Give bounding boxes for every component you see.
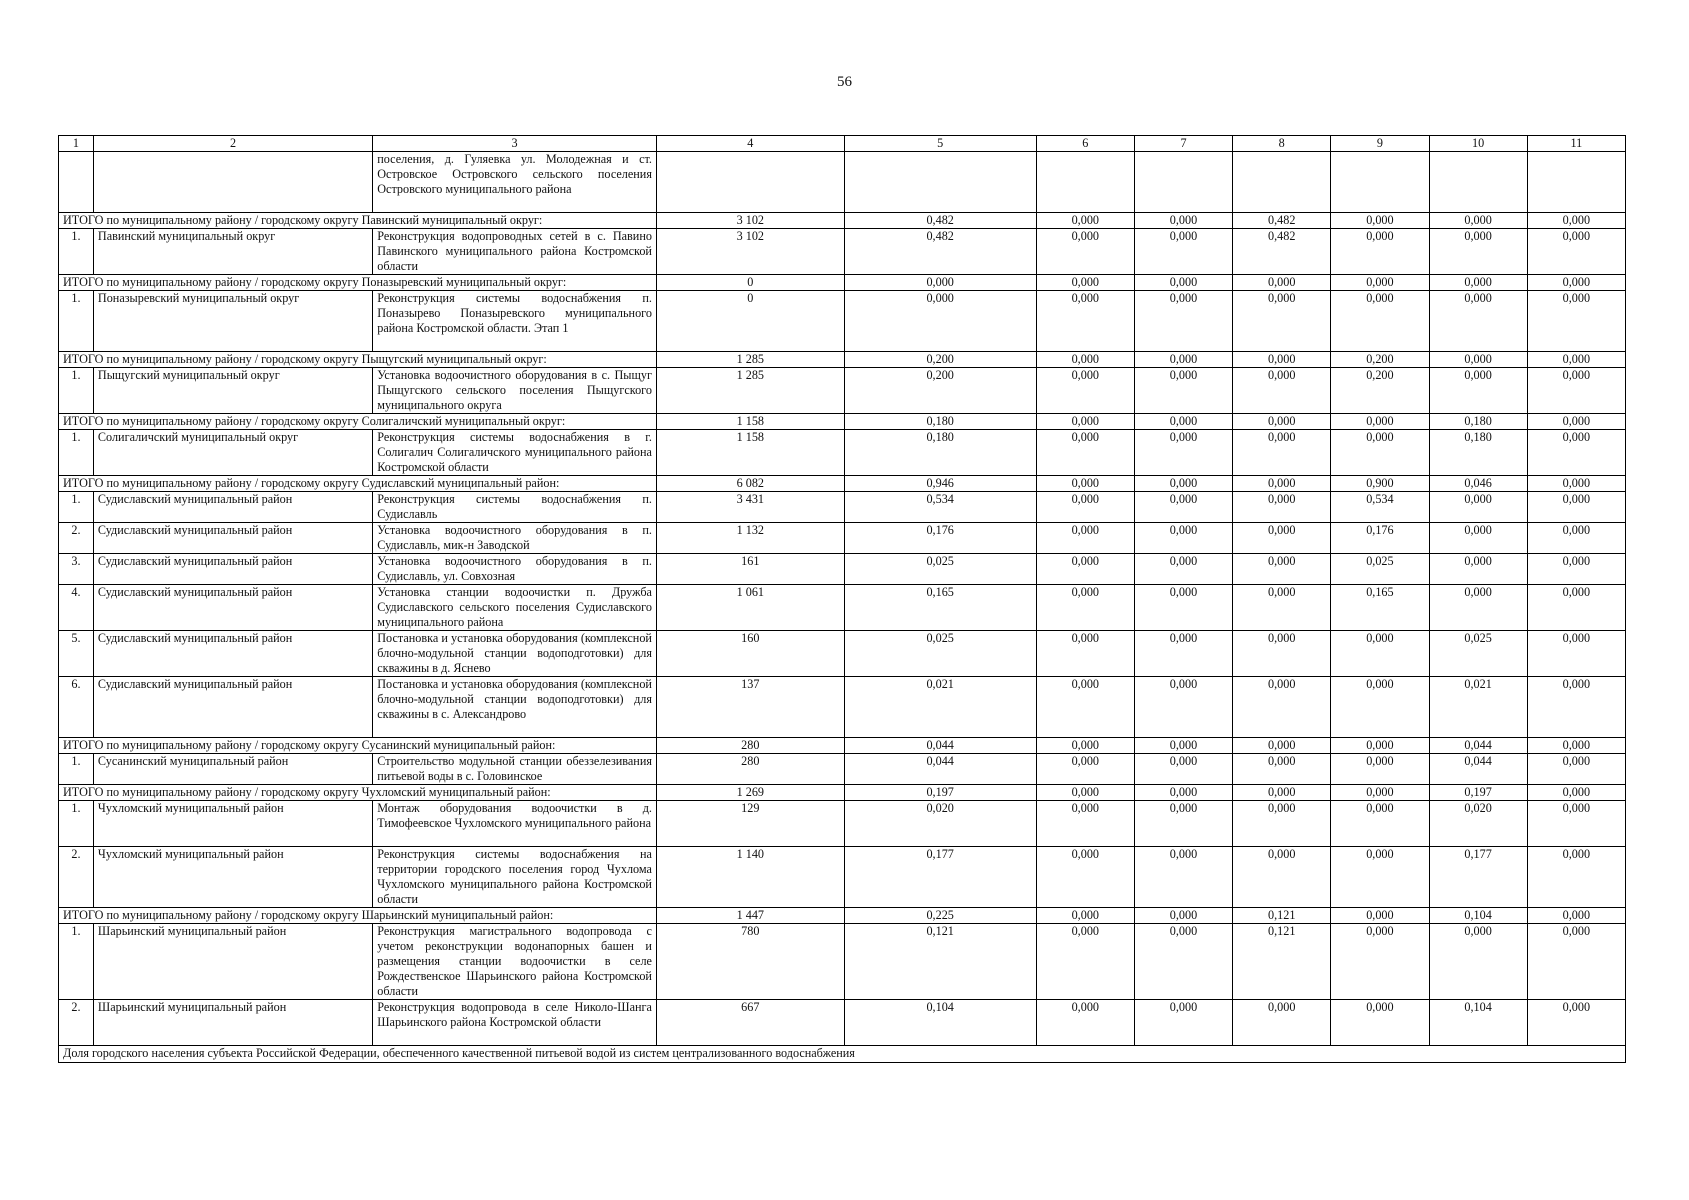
municipality-name: Солигаличский муниципальный округ — [93, 430, 372, 476]
row-value-v7: 0,000 — [1134, 229, 1232, 275]
row-value-v4: 1 140 — [656, 847, 844, 908]
district-total-label: ИТОГО по муниципальному району / городскому округу Пыщугский муниципальный округ: — [59, 352, 657, 368]
total-value-v4: 1 158 — [656, 414, 844, 430]
total-value-v8: 0,000 — [1233, 414, 1331, 430]
district-total-row — [59, 785, 1626, 801]
row-value-v7: 0,000 — [1134, 368, 1232, 414]
row-value-v11: 0,000 — [1527, 492, 1625, 523]
municipality-name: Поназыревский муниципальный округ — [93, 291, 372, 352]
total-value-v7: 0,000 — [1134, 476, 1232, 492]
row-value-v7: 0,000 — [1134, 585, 1232, 631]
row-value-v7 — [1134, 152, 1232, 213]
row-value-v9 — [1331, 152, 1429, 213]
total-value-v7: 0,000 — [1134, 908, 1232, 924]
total-value-v8: 0,000 — [1233, 738, 1331, 754]
row-value-v11: 0,000 — [1527, 291, 1625, 352]
row-value-v8: 0,000 — [1233, 492, 1331, 523]
district-total-label: ИТОГО по муниципальному району / городскому округу Судиславский муниципальный район: — [59, 476, 657, 492]
header-col-2: 2 — [93, 136, 372, 152]
row-value-v8: 0,000 — [1233, 754, 1331, 785]
table-row — [59, 492, 1626, 523]
total-value-v5: 0,000 — [844, 275, 1036, 291]
row-value-v10: 0,000 — [1429, 924, 1527, 1000]
row-value-v6: 0,000 — [1036, 430, 1134, 476]
row-value-v6: 0,000 — [1036, 1000, 1134, 1046]
row-value-v5: 0,176 — [844, 523, 1036, 554]
indicator-footer-text: Доля городского населения субъекта Российской Федерации, обеспеченного качественной питьевой водой из систем централизованного водоснабжения — [59, 1046, 1626, 1063]
total-value-v4: 1 269 — [656, 785, 844, 801]
total-value-v11: 0,000 — [1527, 476, 1625, 492]
municipality-name: Пыщугский муниципальный округ — [93, 368, 372, 414]
row-value-v6: 0,000 — [1036, 754, 1134, 785]
project-description: Установка водоочистного оборудования в п. Судиславль, ул. Совхозная — [373, 554, 657, 585]
row-value-v11: 0,000 — [1527, 847, 1625, 908]
row-value-v10: 0,000 — [1429, 492, 1527, 523]
table-row — [59, 152, 1626, 213]
total-value-v10: 0,044 — [1429, 738, 1527, 754]
row-value-v5: 0,020 — [844, 801, 1036, 847]
row-value-v6: 0,000 — [1036, 291, 1134, 352]
row-value-v9: 0,000 — [1331, 1000, 1429, 1046]
row-value-v7: 0,000 — [1134, 430, 1232, 476]
total-value-v4: 6 082 — [656, 476, 844, 492]
project-description: Реконструкция водопроводных сетей в с. Павино Павинского муниципального района Костромской области — [373, 229, 657, 275]
row-value-v10: 0,180 — [1429, 430, 1527, 476]
municipality-name: Судиславский муниципальный район — [93, 677, 372, 738]
row-value-v10: 0,000 — [1429, 291, 1527, 352]
row-value-v8: 0,000 — [1233, 631, 1331, 677]
row-value-v4: 1 061 — [656, 585, 844, 631]
project-description: Реконструкция системы водоснабжения п. Судиславль — [373, 492, 657, 523]
row-value-v4: 0 — [656, 291, 844, 352]
row-value-v7: 0,000 — [1134, 754, 1232, 785]
row-value-v5: 0,177 — [844, 847, 1036, 908]
row-value-v9: 0,176 — [1331, 523, 1429, 554]
total-value-v8: 0,121 — [1233, 908, 1331, 924]
table-row — [59, 1000, 1626, 1046]
table-row — [59, 847, 1626, 908]
row-value-v8: 0,000 — [1233, 677, 1331, 738]
district-total-label: ИТОГО по муниципальному району / городскому округу Солигаличский муниципальный округ: — [59, 414, 657, 430]
project-description: Реконструкция системы водоснабжения п. Поназырево Поназыревского муниципального района Костромской области. Этап 1 — [373, 291, 657, 352]
row-value-v7: 0,000 — [1134, 631, 1232, 677]
row-value-v6: 0,000 — [1036, 924, 1134, 1000]
district-total-label: ИТОГО по муниципальному району / городскому округу Павинский муниципальный округ: — [59, 213, 657, 229]
row-value-v6: 0,000 — [1036, 368, 1134, 414]
row-number: 1. — [59, 924, 94, 1000]
row-value-v11: 0,000 — [1527, 430, 1625, 476]
row-number — [59, 152, 94, 213]
row-value-v7: 0,000 — [1134, 1000, 1232, 1046]
page-number: 56 — [837, 74, 852, 90]
row-value-v9: 0,000 — [1331, 847, 1429, 908]
row-value-v11: 0,000 — [1527, 924, 1625, 1000]
row-value-v11: 0,000 — [1527, 677, 1625, 738]
project-description: Постановка и установка оборудования (комплексной блочно-модульной станции водоподготовки) для скважины в д. Яснево — [373, 631, 657, 677]
row-value-v8: 0,000 — [1233, 585, 1331, 631]
row-value-v8: 0,482 — [1233, 229, 1331, 275]
total-value-v7: 0,000 — [1134, 785, 1232, 801]
district-total-row — [59, 908, 1626, 924]
project-description: Строительство модульной станции обеззелезивания питьевой воды в с. Головинское — [373, 754, 657, 785]
district-total-row — [59, 213, 1626, 229]
row-value-v11: 0,000 — [1527, 1000, 1625, 1046]
district-total-row — [59, 275, 1626, 291]
header-col-4: 4 — [656, 136, 844, 152]
row-value-v7: 0,000 — [1134, 924, 1232, 1000]
total-value-v8: 0,000 — [1233, 352, 1331, 368]
row-value-v9: 0,165 — [1331, 585, 1429, 631]
row-number: 1. — [59, 801, 94, 847]
row-number: 2. — [59, 1000, 94, 1046]
row-value-v8: 0,000 — [1233, 801, 1331, 847]
table-row — [59, 677, 1626, 738]
total-value-v8: 0,000 — [1233, 785, 1331, 801]
row-number: 5. — [59, 631, 94, 677]
municipality-name: Шарьинский муниципальный район — [93, 1000, 372, 1046]
district-total-row — [59, 414, 1626, 430]
total-value-v5: 0,482 — [844, 213, 1036, 229]
total-value-v10: 0,000 — [1429, 352, 1527, 368]
district-total-label: ИТОГО по муниципальному району / городскому округу Сусанинский муниципальный район: — [59, 738, 657, 754]
project-description: поселения, д. Гуляевка ул. Молодежная и ст. Островское Островского сельского поселения Островского муниципального района — [373, 152, 657, 213]
total-value-v8: 0,000 — [1233, 275, 1331, 291]
district-total-label: ИТОГО по муниципальному району / городскому округу Поназыревский муниципальный округ: — [59, 275, 657, 291]
project-description: Реконструкция водопровода в селе Николо-Шанга Шарьинского района Костромской области — [373, 1000, 657, 1046]
municipality-name: Павинский муниципальный округ — [93, 229, 372, 275]
total-value-v9: 0,000 — [1331, 414, 1429, 430]
row-value-v5: 0,025 — [844, 631, 1036, 677]
municipality-name: Чухломский муниципальный район — [93, 847, 372, 908]
row-value-v7: 0,000 — [1134, 492, 1232, 523]
table-row — [59, 523, 1626, 554]
row-value-v8: 0,000 — [1233, 523, 1331, 554]
table-body — [59, 136, 1626, 1063]
table-row — [59, 754, 1626, 785]
header-col-6: 6 — [1036, 136, 1134, 152]
header-col-9: 9 — [1331, 136, 1429, 152]
table-row — [59, 631, 1626, 677]
row-value-v5: 0,000 — [844, 291, 1036, 352]
header-col-11: 11 — [1527, 136, 1625, 152]
header-col-1: 1 — [59, 136, 94, 152]
row-value-v7: 0,000 — [1134, 291, 1232, 352]
row-value-v6 — [1036, 152, 1134, 213]
row-number: 1. — [59, 229, 94, 275]
total-value-v9: 0,000 — [1331, 213, 1429, 229]
row-value-v6: 0,000 — [1036, 492, 1134, 523]
total-value-v9: 0,000 — [1331, 738, 1429, 754]
row-value-v4: 161 — [656, 554, 844, 585]
table-row — [59, 585, 1626, 631]
municipality-name — [93, 152, 372, 213]
district-total-row — [59, 476, 1626, 492]
municipality-name: Судиславский муниципальный район — [93, 585, 372, 631]
header-col-8: 8 — [1233, 136, 1331, 152]
total-value-v11: 0,000 — [1527, 738, 1625, 754]
row-value-v9: 0,000 — [1331, 754, 1429, 785]
row-value-v7: 0,000 — [1134, 523, 1232, 554]
total-value-v9: 0,000 — [1331, 275, 1429, 291]
row-value-v7: 0,000 — [1134, 677, 1232, 738]
row-value-v9: 0,000 — [1331, 631, 1429, 677]
project-description: Установка станции водоочистки п. Дружба Судиславского сельского поселения Судиславского муниципального района — [373, 585, 657, 631]
row-number: 2. — [59, 847, 94, 908]
municipality-name: Сусанинский муниципальный район — [93, 754, 372, 785]
total-value-v5: 0,200 — [844, 352, 1036, 368]
row-value-v10 — [1429, 152, 1527, 213]
total-value-v5: 0,044 — [844, 738, 1036, 754]
total-value-v8: 0,482 — [1233, 213, 1331, 229]
header-col-7: 7 — [1134, 136, 1232, 152]
row-value-v9: 0,000 — [1331, 677, 1429, 738]
row-value-v5: 0,482 — [844, 229, 1036, 275]
total-value-v11: 0,000 — [1527, 908, 1625, 924]
row-value-v4 — [656, 152, 844, 213]
total-value-v4: 1 447 — [656, 908, 844, 924]
row-value-v5: 0,104 — [844, 1000, 1036, 1046]
row-value-v10: 0,104 — [1429, 1000, 1527, 1046]
total-value-v7: 0,000 — [1134, 275, 1232, 291]
district-total-row — [59, 738, 1626, 754]
total-value-v5: 0,225 — [844, 908, 1036, 924]
row-value-v6: 0,000 — [1036, 801, 1134, 847]
row-value-v10: 0,021 — [1429, 677, 1527, 738]
table-row — [59, 430, 1626, 476]
row-value-v8: 0,000 — [1233, 847, 1331, 908]
row-value-v11: 0,000 — [1527, 554, 1625, 585]
row-number: 1. — [59, 291, 94, 352]
municipality-name: Судиславский муниципальный район — [93, 492, 372, 523]
row-number: 3. — [59, 554, 94, 585]
row-value-v11 — [1527, 152, 1625, 213]
total-value-v10: 0,180 — [1429, 414, 1527, 430]
total-value-v5: 0,197 — [844, 785, 1036, 801]
row-value-v9: 0,000 — [1331, 291, 1429, 352]
table-row — [59, 801, 1626, 847]
municipality-name: Чухломский муниципальный район — [93, 801, 372, 847]
row-value-v6: 0,000 — [1036, 554, 1134, 585]
total-value-v6: 0,000 — [1036, 414, 1134, 430]
project-description: Установка водоочистного оборудования в п. Судиславль, мик-н Заводской — [373, 523, 657, 554]
row-value-v8: 0,000 — [1233, 291, 1331, 352]
indicator-footer-row — [59, 1046, 1626, 1063]
row-value-v7: 0,000 — [1134, 847, 1232, 908]
district-total-label: ИТОГО по муниципальному району / городскому округу Чухломский муниципальный район: — [59, 785, 657, 801]
row-value-v4: 1 132 — [656, 523, 844, 554]
row-value-v4: 280 — [656, 754, 844, 785]
row-value-v11: 0,000 — [1527, 229, 1625, 275]
row-value-v8: 0,000 — [1233, 1000, 1331, 1046]
total-value-v7: 0,000 — [1134, 414, 1232, 430]
row-value-v9: 0,025 — [1331, 554, 1429, 585]
row-value-v5 — [844, 152, 1036, 213]
row-value-v5: 0,021 — [844, 677, 1036, 738]
total-value-v11: 0,000 — [1527, 352, 1625, 368]
row-value-v10: 0,000 — [1429, 523, 1527, 554]
row-number: 4. — [59, 585, 94, 631]
total-value-v6: 0,000 — [1036, 785, 1134, 801]
water-supply-table — [58, 135, 1626, 1063]
project-description: Реконструкция системы водоснабжения на территории городского поселения город Чухлома Чухломского муниципального района Костромской области — [373, 847, 657, 908]
row-value-v9: 0,000 — [1331, 430, 1429, 476]
total-value-v11: 0,000 — [1527, 275, 1625, 291]
row-value-v4: 3 431 — [656, 492, 844, 523]
row-value-v11: 0,000 — [1527, 585, 1625, 631]
total-value-v11: 0,000 — [1527, 785, 1625, 801]
total-value-v4: 280 — [656, 738, 844, 754]
table-row — [59, 554, 1626, 585]
project-description: Реконструкция магистрального водопровода с учетом реконструкции водонапорных башен и размещения станции водоочистки в селе Рождественское Шарьинского района Костромской области — [373, 924, 657, 1000]
row-value-v8: 0,000 — [1233, 368, 1331, 414]
header-col-10: 10 — [1429, 136, 1527, 152]
row-number: 6. — [59, 677, 94, 738]
header-col-5: 5 — [844, 136, 1036, 152]
row-value-v10: 0,044 — [1429, 754, 1527, 785]
district-total-row — [59, 352, 1626, 368]
row-value-v11: 0,000 — [1527, 368, 1625, 414]
row-value-v10: 0,000 — [1429, 585, 1527, 631]
row-value-v4: 667 — [656, 1000, 844, 1046]
row-value-v4: 780 — [656, 924, 844, 1000]
row-value-v11: 0,000 — [1527, 631, 1625, 677]
row-value-v6: 0,000 — [1036, 677, 1134, 738]
project-description: Постановка и установка оборудования (комплексной блочно-модульной станции водоподготовки) для скважины в с. Александрово — [373, 677, 657, 738]
table-row — [59, 924, 1626, 1000]
total-value-v10: 0,046 — [1429, 476, 1527, 492]
total-value-v4: 1 285 — [656, 352, 844, 368]
total-value-v4: 3 102 — [656, 213, 844, 229]
row-value-v11: 0,000 — [1527, 523, 1625, 554]
row-number: 1. — [59, 492, 94, 523]
row-value-v5: 0,534 — [844, 492, 1036, 523]
total-value-v6: 0,000 — [1036, 352, 1134, 368]
row-value-v10: 0,020 — [1429, 801, 1527, 847]
row-value-v5: 0,180 — [844, 430, 1036, 476]
project-description: Монтаж оборудования водоочистки в д. Тимофеевское Чухломского муниципального района — [373, 801, 657, 847]
municipality-name: Судиславский муниципальный район — [93, 523, 372, 554]
total-value-v9: 0,000 — [1331, 908, 1429, 924]
total-value-v9: 0,200 — [1331, 352, 1429, 368]
row-value-v8 — [1233, 152, 1331, 213]
row-value-v6: 0,000 — [1036, 585, 1134, 631]
total-value-v6: 0,000 — [1036, 275, 1134, 291]
total-value-v5: 0,946 — [844, 476, 1036, 492]
table-row — [59, 368, 1626, 414]
row-value-v4: 137 — [656, 677, 844, 738]
row-value-v4: 1 158 — [656, 430, 844, 476]
total-value-v6: 0,000 — [1036, 476, 1134, 492]
total-value-v7: 0,000 — [1134, 352, 1232, 368]
row-value-v10: 0,000 — [1429, 229, 1527, 275]
total-value-v10: 0,000 — [1429, 275, 1527, 291]
total-value-v6: 0,000 — [1036, 213, 1134, 229]
total-value-v11: 0,000 — [1527, 414, 1625, 430]
row-number: 2. — [59, 523, 94, 554]
total-value-v7: 0,000 — [1134, 738, 1232, 754]
row-value-v8: 0,000 — [1233, 554, 1331, 585]
row-value-v11: 0,000 — [1527, 754, 1625, 785]
row-value-v7: 0,000 — [1134, 554, 1232, 585]
row-value-v9: 0,000 — [1331, 924, 1429, 1000]
district-total-label: ИТОГО по муниципальному району / городскому округу Шарьинский муниципальный район: — [59, 908, 657, 924]
row-value-v9: 0,534 — [1331, 492, 1429, 523]
row-value-v6: 0,000 — [1036, 631, 1134, 677]
row-value-v10: 0,025 — [1429, 631, 1527, 677]
row-value-v11: 0,000 — [1527, 801, 1625, 847]
row-value-v8: 0,121 — [1233, 924, 1331, 1000]
total-value-v9: 0,000 — [1331, 785, 1429, 801]
row-value-v7: 0,000 — [1134, 801, 1232, 847]
row-number: 1. — [59, 430, 94, 476]
total-value-v5: 0,180 — [844, 414, 1036, 430]
total-value-v10: 0,197 — [1429, 785, 1527, 801]
row-value-v5: 0,025 — [844, 554, 1036, 585]
project-description: Реконструкция системы водоснабжения в г. Солигалич Солигаличского муниципального района Костромской области — [373, 430, 657, 476]
total-value-v10: 0,104 — [1429, 908, 1527, 924]
municipality-name: Шарьинский муниципальный район — [93, 924, 372, 1000]
row-value-v9: 0,200 — [1331, 368, 1429, 414]
row-value-v5: 0,044 — [844, 754, 1036, 785]
total-value-v9: 0,900 — [1331, 476, 1429, 492]
row-value-v9: 0,000 — [1331, 801, 1429, 847]
header-col-3: 3 — [373, 136, 657, 152]
row-value-v6: 0,000 — [1036, 229, 1134, 275]
row-number: 1. — [59, 754, 94, 785]
total-value-v7: 0,000 — [1134, 213, 1232, 229]
row-value-v4: 1 285 — [656, 368, 844, 414]
total-value-v4: 0 — [656, 275, 844, 291]
row-value-v6: 0,000 — [1036, 847, 1134, 908]
row-value-v10: 0,000 — [1429, 368, 1527, 414]
table-row — [59, 229, 1626, 275]
row-value-v4: 129 — [656, 801, 844, 847]
row-value-v8: 0,000 — [1233, 430, 1331, 476]
total-value-v8: 0,000 — [1233, 476, 1331, 492]
row-number: 1. — [59, 368, 94, 414]
municipality-name: Судиславский муниципальный район — [93, 631, 372, 677]
row-value-v4: 3 102 — [656, 229, 844, 275]
table-row — [59, 291, 1626, 352]
total-value-v6: 0,000 — [1036, 908, 1134, 924]
total-value-v10: 0,000 — [1429, 213, 1527, 229]
row-value-v5: 0,165 — [844, 585, 1036, 631]
row-value-v5: 0,121 — [844, 924, 1036, 1000]
total-value-v11: 0,000 — [1527, 213, 1625, 229]
row-value-v6: 0,000 — [1036, 523, 1134, 554]
header-row — [59, 136, 1626, 152]
row-value-v9: 0,000 — [1331, 229, 1429, 275]
municipality-name: Судиславский муниципальный район — [93, 554, 372, 585]
total-value-v6: 0,000 — [1036, 738, 1134, 754]
row-value-v10: 0,177 — [1429, 847, 1527, 908]
row-value-v10: 0,000 — [1429, 554, 1527, 585]
row-value-v5: 0,200 — [844, 368, 1036, 414]
project-description: Установка водоочистного оборудования в с. Пыщуг Пыщугского сельского поселения Пыщугского муниципального округа — [373, 368, 657, 414]
row-value-v4: 160 — [656, 631, 844, 677]
